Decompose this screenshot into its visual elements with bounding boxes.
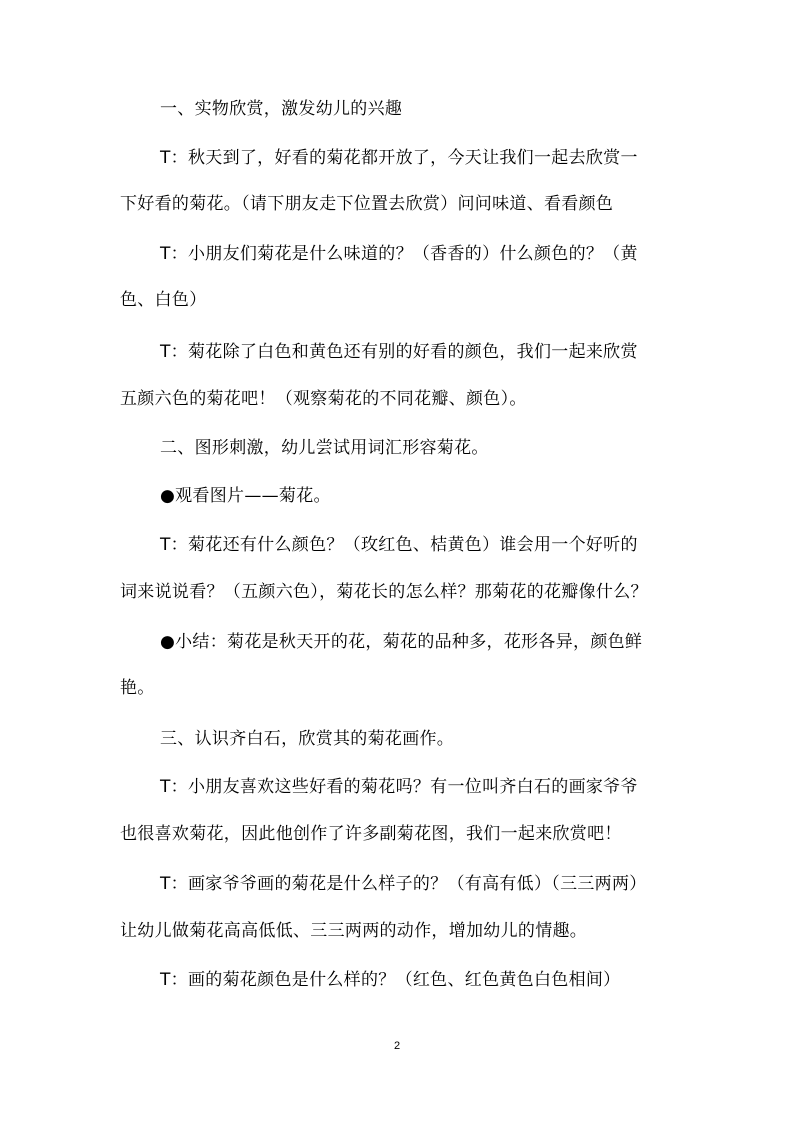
paragraph-line: T：小朋友喜欢这些好看的菊花吗？有一位叫齐白石的画家爷爷 [160,777,638,797]
paragraph-line: 让幼儿做菊花高高低低、三三两两的动作，增加幼儿的情趣。 [120,921,588,941]
page-number: 2 [393,1040,401,1052]
section-heading-3: 三、认识齐白石，欣赏其的菊花画作。 [160,729,455,749]
paragraph-line: T：小朋友们菊花是什么味道的？（香香的）什么颜色的？（黄 [160,244,638,264]
paragraph-line: T：画家爷爷画的菊花是什么样子的？（有高有低）（三三两两） [160,874,647,894]
paragraph-line: T：菊花还有什么颜色？（玫红色、桔黄色）谁会用一个好听的 [160,535,638,555]
paragraph-line: 五颜六色的菊花吧！（观察菊花的不同花瓣、颜色）。 [120,389,527,409]
paragraph-line: 下好看的菊花。（请下朋友走下位置去欣赏）问问味道、看看颜色 [120,194,614,214]
paragraph-line: T：秋天到了，好看的菊花都开放了，今天让我们一起去欣赏一 [160,148,638,168]
bullet-item: ●观看图片——菊花。 [160,486,331,506]
paragraph-line: 词来说说看？（五颜六色），菊花长的怎么样？那菊花的花瓣像什么？ [120,582,648,602]
section-heading-1: 一、实物欣赏，激发幼儿的兴趣 [160,99,403,119]
paragraph-line: 也很喜欢菊花，因此他创作了许多副菊花图，我们一起来欣赏吧！ [120,824,622,844]
paragraph-line: T：菊花除了白色和黄色还有别的好看的颜色，我们一起来欣赏 [160,342,638,362]
paragraph-line: T：画的菊花颜色是什么样的？（红色、红色黄色白色相间） [160,970,621,990]
section-heading-2: 二、图形刺激，幼儿尝试用词汇形容菊花。 [160,438,489,458]
paragraph-line: 艳。 [120,678,155,698]
paragraph-line: 色、白色） [120,290,207,310]
bullet-item: ●小结：菊花是秋天开的花，菊花的品种多，花形各异，颜色鲜 [160,632,643,652]
